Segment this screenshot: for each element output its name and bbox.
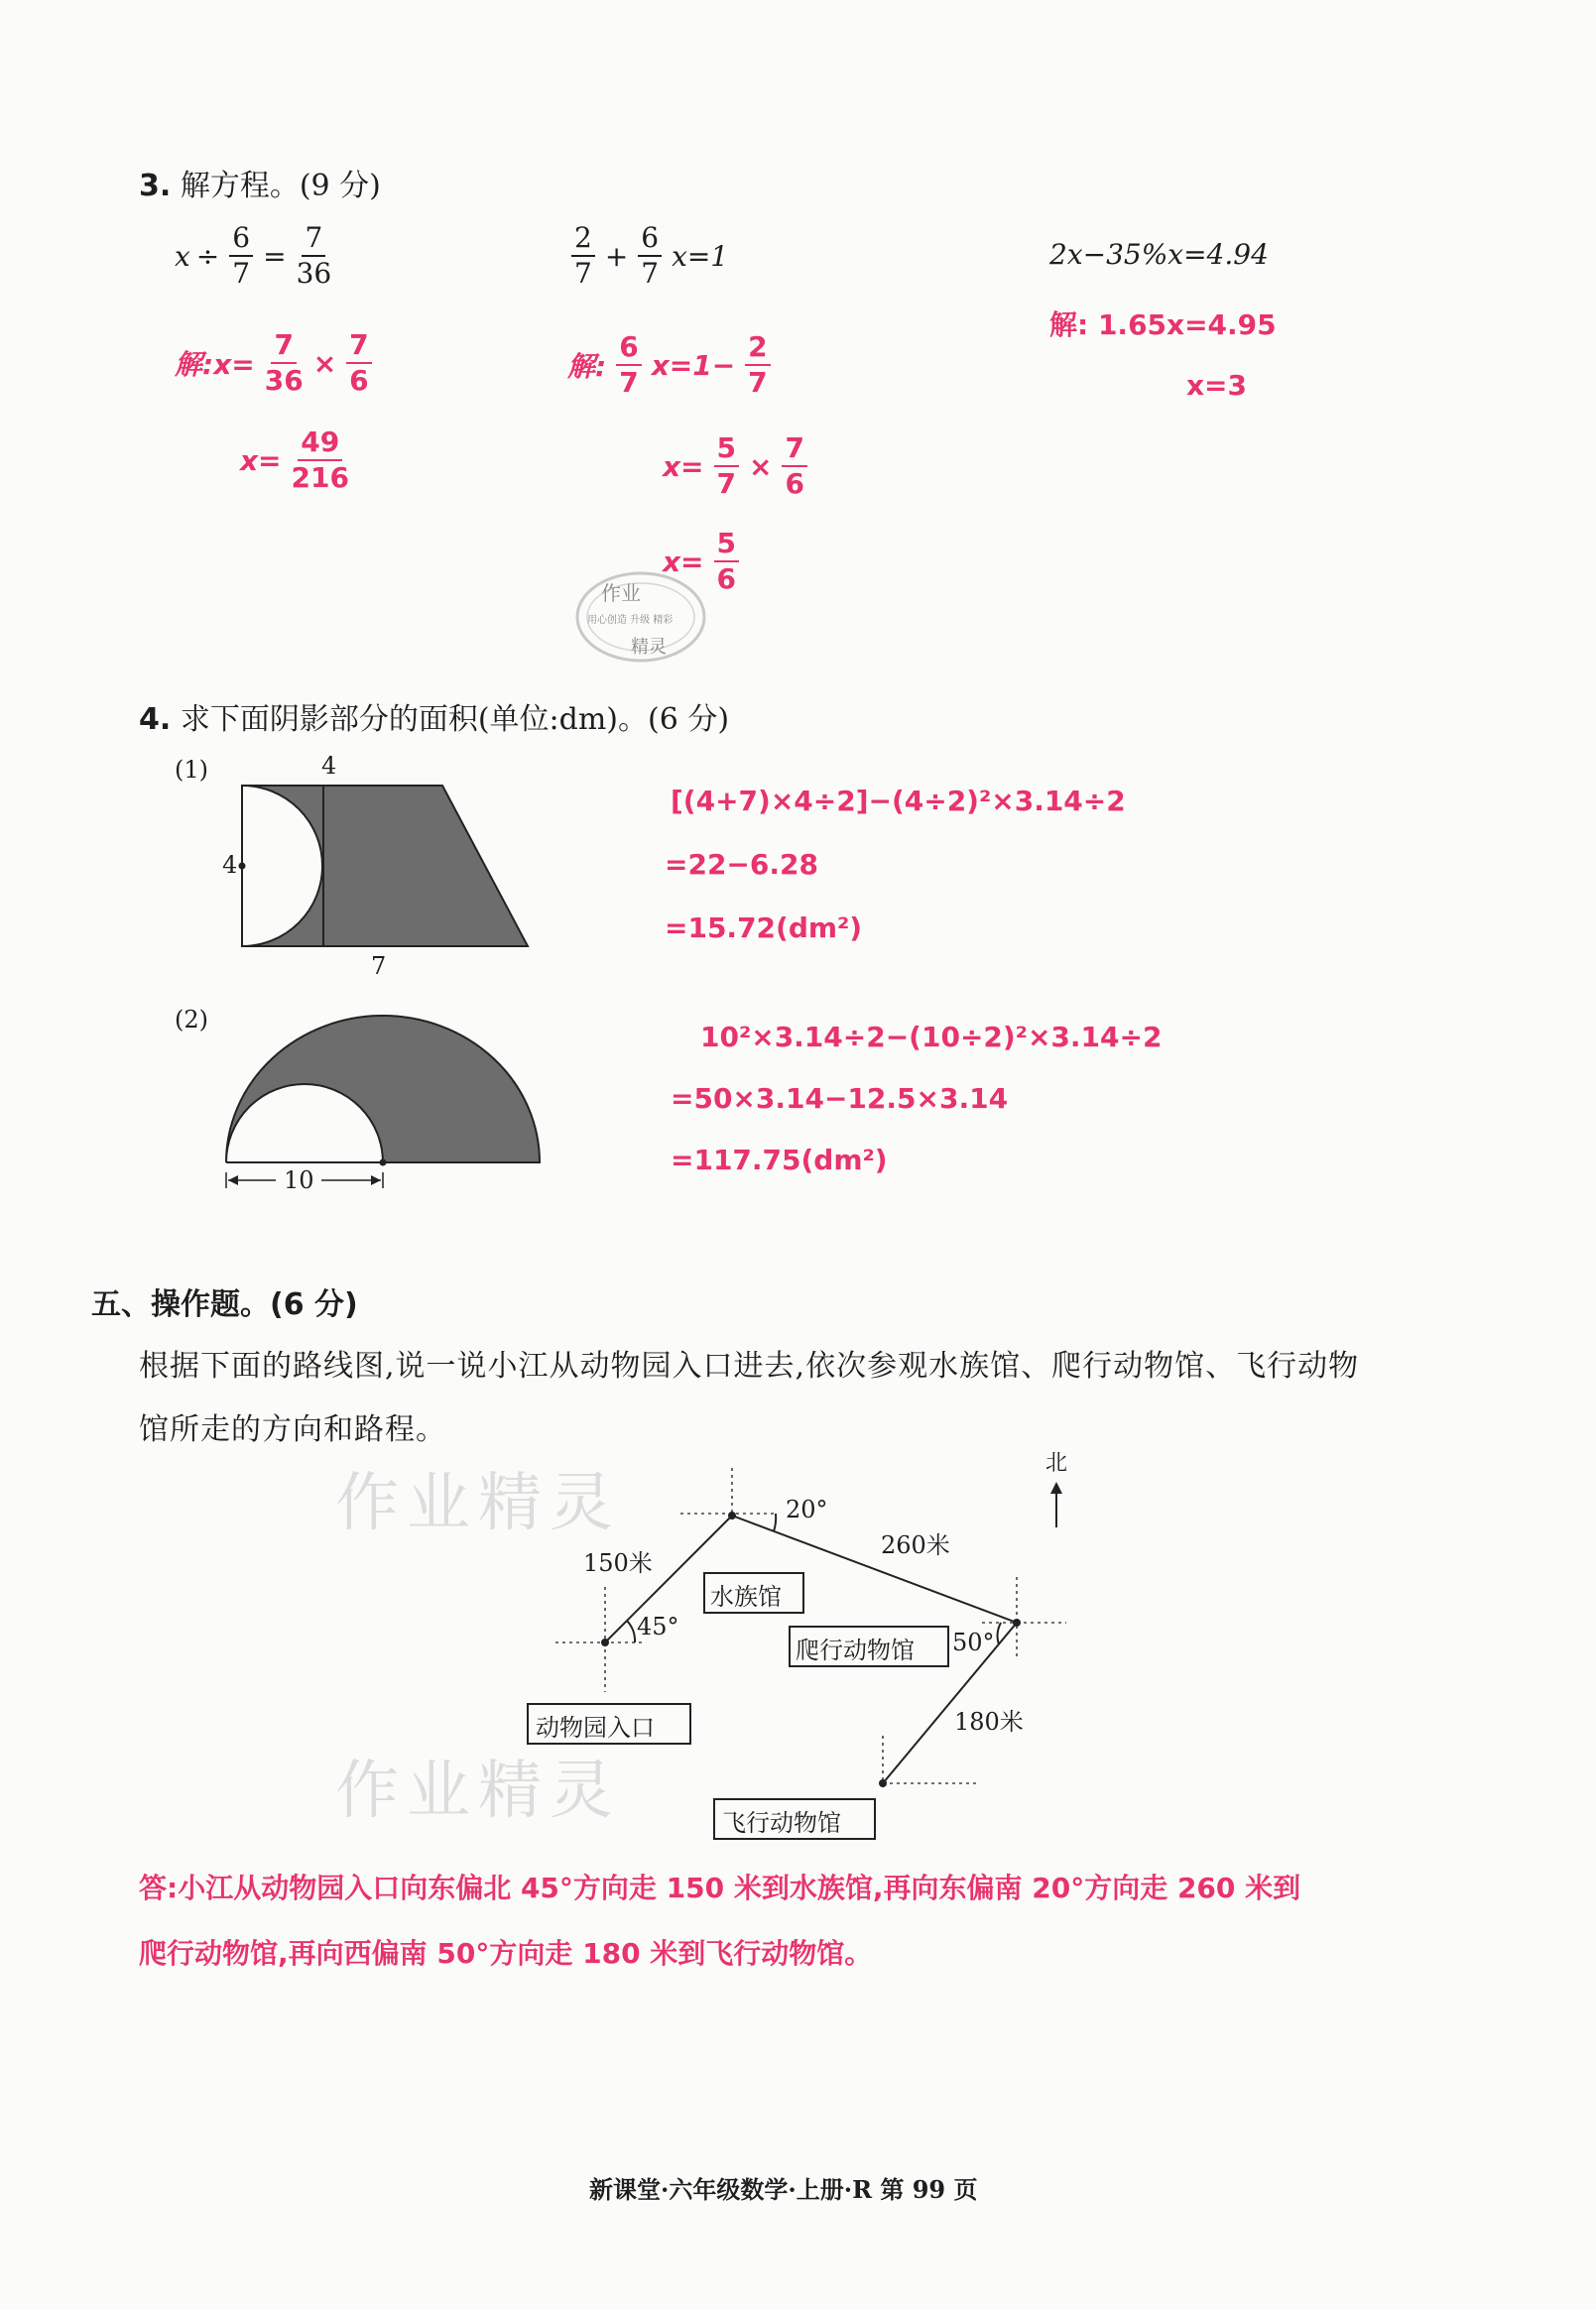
fraction: $\frac{7}{36}$ — [264, 328, 304, 397]
distance-150: 150米 — [583, 1549, 653, 1577]
q3-equation-2 — [567, 221, 729, 290]
q3-heading — [139, 161, 381, 204]
equation-tail: x=1 — [672, 239, 729, 273]
figure-1-bottom-dim: 7 — [371, 952, 387, 980]
section-5-prompt-line-2: 馆所走的方向和路程。 — [139, 1412, 446, 1447]
figure-2-diameter: 10 — [284, 1166, 314, 1194]
figure-1-label: (1) — [175, 756, 208, 784]
times-sign: × — [312, 346, 337, 380]
watermark-1: 作业精灵 — [335, 1467, 621, 1540]
q3-solution-1-line-2 — [240, 425, 353, 494]
solution-text: 解: — [567, 350, 607, 383]
fraction: $\frac{7}{36}$ — [296, 221, 332, 290]
section-5-prompt-line-1: 根据下面的路线图,说一说小江从动物园入口进去,依次参观水族馆、爬行动物馆、飞行动物 — [139, 1349, 1360, 1384]
fraction: $\frac{2}{7}$ — [745, 333, 770, 397]
reptile-house-label: 爬行动物馆 — [796, 1637, 915, 1664]
angle-50: 50° — [952, 1629, 995, 1656]
times-sign: × — [749, 449, 773, 483]
section-5-answer-line-2: 爬行动物馆,再向西偏南 50°方向走 180 米到飞行动物馆。 — [139, 1937, 873, 1970]
stamp-bottom-text: 精灵 — [631, 637, 667, 658]
angle-45: 45° — [637, 1613, 679, 1641]
angle-20: 20° — [786, 1496, 828, 1523]
center-point — [239, 863, 246, 870]
fraction: $\frac{49}{216}$ — [291, 425, 349, 494]
shaded-region — [323, 786, 528, 946]
section-5-title: 五、操作题。(6 分) — [91, 1287, 358, 1322]
watermark-2: 作业精灵 — [335, 1755, 621, 1828]
fraction: $\frac{6}{7}$ — [638, 224, 662, 288]
q3-equation-1 — [175, 221, 335, 290]
page-footer: 新课堂·六年级数学·上册·R 第 99 页 — [589, 2175, 978, 2204]
figure-2-answer-line-2: =50×3.14−12.5×3.14 — [671, 1082, 1009, 1115]
fraction: $\frac{5}{6}$ — [714, 530, 739, 593]
q3-solution-2-line-1 — [567, 330, 775, 399]
distance-180: 180米 — [954, 1708, 1024, 1736]
var-x: x — [175, 239, 190, 273]
q4-heading — [139, 694, 729, 738]
figure-1-left-dim: 4 — [222, 851, 238, 879]
zoo-entrance-label: 动物园入口 — [536, 1714, 655, 1742]
fraction: 6 7 — [616, 333, 641, 397]
fraction: $\frac{7}{6}$ — [346, 331, 371, 395]
q3-solution-3-line-2: x=3 — [1186, 369, 1248, 402]
q3-solution-1-line-1 — [175, 328, 376, 397]
q4-title: 求下面阴影部分的面积(单位:dm)。(6 分) — [180, 702, 730, 737]
fraction: $\frac{5}{7}$ — [714, 434, 739, 498]
bird-house-label: 飞行动物馆 — [722, 1809, 841, 1837]
figure-2-label: (2) — [175, 1006, 208, 1033]
shaded-region — [226, 1016, 540, 1162]
figure-2-answer-line-3: =117.75(dm²) — [671, 1144, 888, 1176]
section-5-answer-line-1: 答:小江从动物园入口向东偏北 45°方向走 150 米到水族馆,再向东偏南 20°方向走 260 米到 — [139, 1872, 1301, 1904]
figure-1-answer-line-1: [(4+7)×4÷2]−(4÷2)²×3.14÷2 — [671, 785, 1126, 817]
q3-number: 3. — [139, 169, 172, 203]
divide-sign: ÷ — [195, 239, 220, 273]
q3-title: 解方程。(9 分) — [180, 169, 381, 203]
figure-2 — [214, 1002, 552, 1200]
q3-equation-3 — [1049, 238, 1269, 271]
stamp-middle-text: 用心创造 升级 精彩 — [587, 615, 674, 626]
figure-1-top-dim: 4 — [321, 752, 337, 780]
center-point — [380, 1159, 387, 1166]
north-arrow-icon — [1050, 1482, 1062, 1527]
figure-1 — [214, 752, 552, 990]
fraction: $\frac{7}{6}$ — [782, 434, 806, 498]
distance-260: 260米 — [881, 1531, 950, 1559]
solution-text: x= — [663, 545, 704, 578]
aquarium-label: 水族馆 — [710, 1583, 782, 1611]
semicircle-diagram — [214, 1002, 552, 1200]
figure-1-answer-line-3: =15.72(dm²) — [665, 911, 863, 944]
plus-sign: + — [604, 239, 629, 273]
solution-text: 解:x= — [175, 348, 255, 381]
q3-solution-3-line-1: 解: 1.65x=4.95 — [1049, 308, 1277, 341]
solution-text: x= — [240, 443, 282, 477]
equation-text: 2x−35%x=4.94 — [1049, 238, 1269, 271]
stamp-logo — [571, 561, 720, 670]
figure-2-answer-line-1: 10²×3.14÷2−(10÷2)²×3.14÷2 — [700, 1021, 1163, 1053]
north-label: 北 — [1045, 1451, 1068, 1476]
figure-1-answer-line-2: =22−6.28 — [665, 848, 818, 881]
stamp-top-text: 作业 — [601, 581, 641, 605]
q4-number: 4. — [139, 702, 172, 737]
q3-solution-2-line-2 — [663, 431, 811, 500]
fraction: $\frac{6}{7}$ — [229, 224, 253, 288]
route-map — [516, 1451, 1071, 1855]
fraction: 2 7 — [571, 224, 595, 288]
solution-text: x=1− — [651, 348, 736, 382]
equals-sign: = — [263, 239, 287, 273]
solution-text: x= — [663, 449, 704, 483]
